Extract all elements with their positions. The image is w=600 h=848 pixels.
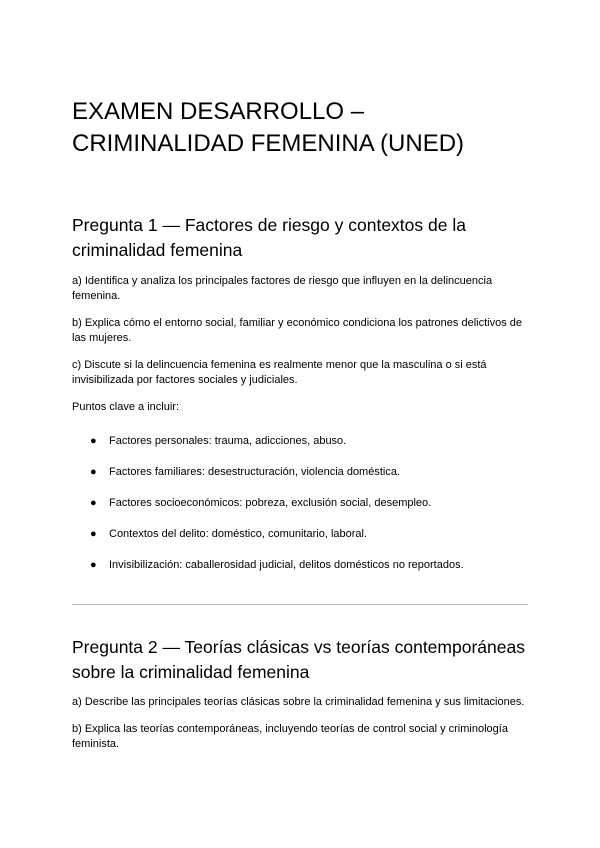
question-1-part-c: c) Discute si la delincuencia femenina es realmente menor que la masculina o si está invisibilizada por factores sociales y judiciales.	[72, 359, 487, 386]
bullet-icon: ●	[90, 435, 97, 447]
key-point-text: Invisibilización: caballerosidad judicial, delitos domésticos no reportados.	[109, 559, 464, 571]
question-2-part-b: b) Explica las teorías contemporáneas, incluyendo teorías de control social y criminología feminista.	[72, 723, 508, 750]
key-point-item	[72, 465, 528, 480]
question-1-title: Pregunta 1 — Factores de riesgo y contextos de la criminalidad femenina	[72, 215, 466, 260]
key-point-text: Factores socioeconómicos: pobreza, exclusión social, desempleo.	[109, 497, 432, 509]
bullet-icon: ●	[90, 528, 97, 540]
key-points-label: Puntos clave a incluir:	[72, 401, 179, 413]
question-1-part-b: b) Explica cómo el entorno social, familiar y económico condiciona los patrones delictivos de las mujeres.	[72, 317, 523, 344]
key-point-text: Factores familiares: desestructuración, violencia doméstica.	[109, 466, 401, 478]
document-title: EXAMEN DESARROLLO – CRIMINALIDAD FEMENINA (UNED)	[72, 98, 465, 157]
bullet-icon: ●	[90, 466, 97, 478]
question-2-title: Pregunta 2 — Teorías clásicas vs teorías contemporáneas sobre la criminalidad femenina	[72, 637, 525, 682]
question-1	[72, 213, 528, 573]
bullet-icon: ●	[90, 497, 97, 509]
key-point-item	[72, 558, 528, 573]
key-point-item	[72, 527, 528, 542]
key-points-list	[72, 434, 528, 573]
bullet-icon: ●	[90, 559, 97, 571]
question-2-part-a: a) Describe las principales teorías clásicas sobre la criminalidad femenina y sus limitaciones.	[72, 696, 525, 708]
section-divider	[72, 604, 528, 605]
key-point-item	[72, 434, 528, 449]
question-2	[72, 635, 528, 752]
key-point-text: Contextos del delito: doméstico, comunitario, laboral.	[109, 528, 368, 540]
key-point-item	[72, 496, 528, 511]
question-1-part-a: a) Identifica y analiza los principales factores de riesgo que influyen en la delincuencia femenina.	[72, 275, 493, 302]
key-point-text: Factores personales: trauma, adicciones, abuso.	[109, 435, 347, 447]
